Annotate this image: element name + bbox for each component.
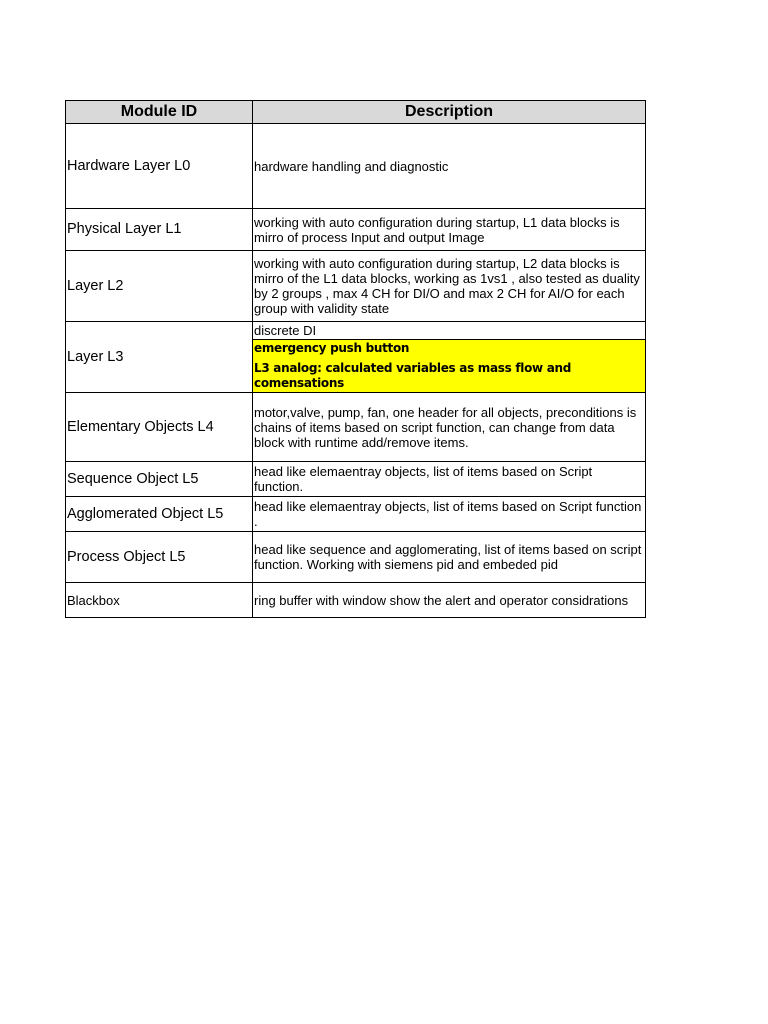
table-row [66, 393, 646, 462]
module-cell: Sequence Object L5 [66, 462, 253, 497]
description-cell: hardware handling and diagnostic [253, 124, 646, 209]
table-row [66, 251, 646, 322]
table-header-row [66, 101, 646, 124]
table-row [66, 462, 646, 497]
table-row [66, 124, 646, 209]
module-cell: Blackbox [66, 583, 253, 618]
module-cell: Hardware Layer L0 [66, 124, 253, 209]
description-cell: head like elemaentray objects, list of items based on Script function . [253, 497, 646, 532]
l3-discrete-di: discrete DI [253, 322, 645, 340]
description-cell: ring buffer with window show the alert and operator considrations [253, 583, 646, 618]
spreadsheet-table-container [65, 100, 645, 618]
module-cell: Agglomerated Object L5 [66, 497, 253, 532]
header-module-id: Module ID [66, 101, 253, 124]
description-cell-l3 [253, 322, 646, 393]
module-cell: Process Object L5 [66, 532, 253, 583]
l3-analog-text: L3 analog: calculated variables as mass flow and comensations [254, 361, 572, 390]
module-cell: Layer L3 [66, 322, 253, 393]
description-cell: working with auto configuration during startup, L2 data blocks is mirro of the L1 data blocks, working as 1vs1 , also tested as duality by 2 groups , max 4 CH for DI/O and max 2 CH for AI/O for each group with validity state [253, 251, 646, 322]
l3-emergency-push-button: emergency push button [253, 340, 645, 357]
table-row [66, 532, 646, 583]
l3-analog-note [253, 357, 645, 392]
table-row [66, 497, 646, 532]
module-cell: Elementary Objects L4 [66, 393, 253, 462]
module-cell: Physical Layer L1 [66, 209, 253, 251]
description-cell: head like elemaentray objects, list of items based on Script function. [253, 462, 646, 497]
description-cell: head like sequence and agglomerating, list of items based on script function. Working with siemens pid and embeded pid [253, 532, 646, 583]
table-row [66, 209, 646, 251]
table-row [66, 583, 646, 618]
table-row [66, 322, 646, 393]
module-table [65, 100, 646, 618]
description-cell: motor,valve, pump, fan, one header for all objects, preconditions is chains of items based on script function, can change from data block with runtime add/remove items. [253, 393, 646, 462]
header-description: Description [253, 101, 646, 124]
description-cell: working with auto configuration during startup, L1 data blocks is mirro of process Input and output Image [253, 209, 646, 251]
module-cell: Layer L2 [66, 251, 253, 322]
